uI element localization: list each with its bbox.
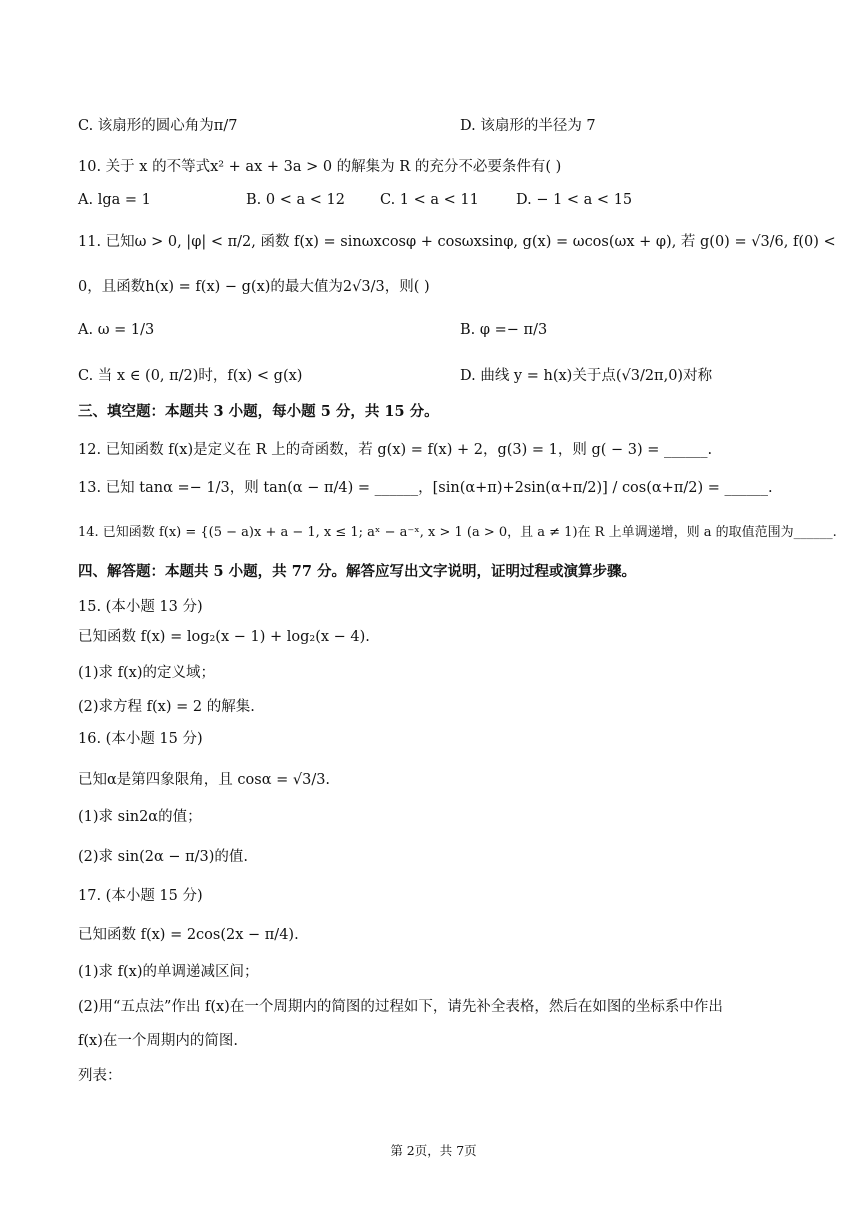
q9-option-d: D. 该扇形的半径为 7 [460,118,596,134]
question-16-header: 16. (本小题 15 分) [78,731,203,747]
q11-option-c: C. 当 x ∈ (0, π/2)时，f(x) < g(x) [78,368,303,384]
q9-option-c: C. 该扇形的圆心角为π/7 D. 该扇形的半径为 7 [78,118,596,134]
q17-stem: 已知函数 f(x) = 2cos(2x − π/4). [78,927,299,943]
q17-part1: (1)求 f(x)的单调递减区间； [78,964,259,980]
q15-part2: (2)求方程 f(x) = 2 的解集. [78,699,255,715]
section-4-heading: 四、解答题：本题共 5 小题，共 77 分。解答应写出文字说明，证明过程或演算步骤。 [78,563,636,580]
q10-option-d: D. − 1 < a < 15 [516,192,633,208]
section-3-heading: 三、填空题：本题共 3 小题，每小题 5 分，共 15 分。 [78,403,439,420]
q16-stem: 已知α是第四象限角，且 cosα = √3/3. [78,772,331,788]
q11-option-d: D. 曲线 y = h(x)关于点(√3/2π,0)对称 [460,368,713,384]
q11-options-cd [78,366,797,386]
q17-part2-line1: (2)用“五点法”作出 f(x)在一个周期内的简图的过程如下，请先补全表格，然后在如图的坐标系中作出 [78,999,723,1015]
q10-option-c: C. 1 < a < 11 [380,192,479,208]
q11-option-b: B. φ =− π/3 [460,322,548,338]
q11-options-ab [78,320,797,340]
q15-part1: (1)求 f(x)的定义域； [78,665,216,681]
q10-option-a: A. lga = 1 [78,192,151,208]
question-17-header: 17. (本小题 15 分) [78,888,203,904]
page-footer: 第 2页，共 7页 [390,1143,477,1158]
question-11-line1: 11. 已知ω > 0, |φ| < π/2, 函数 f(x) = sinωxcosφ + cosωxsinφ, g(x) = ωcos(ωx + φ), 若 g(0) = √3/6, f(0) < [78,234,836,250]
question-14: 14. 已知函数 f(x) = {(5 − a)x + a − 1, x ≤ 1; aˣ − a⁻ˣ, x > 1 (a > 0，且 a ≠ 1)在 R 上单调递增，则 a 的取值范围为______. [78,525,837,540]
q11-option-a: A. ω = 1/3 [78,322,155,338]
question-11-line2: 0，且函数h(x) = f(x) − g(x)的最大值为2√3/3，则( ) [78,279,430,295]
question-12: 12. 已知函数 f(x)是定义在 R 上的奇函数，若 g(x) = f(x) + 2，g(3) = 1，则 g( − 3) = ______. [78,442,713,458]
q16-part2: (2)求 sin(2α − π/3)的值. [78,849,249,865]
question-15-header: 15. (本小题 13 分) [78,599,203,615]
q15-stem: 已知函数 f(x) = log₂(x − 1) + log₂(x − 4). [78,629,370,645]
q10-option-b: B. 0 < a < 12 [246,192,345,208]
table-label: 列表： [78,1068,122,1084]
question-10: 10. 关于 x 的不等式x² + ax + 3a > 0 的解集为 R 的充分不必要条件有( ) [78,159,562,175]
q16-part1: (1)求 sin2α的值； [78,809,202,825]
question-13: 13. 已知 tanα =− 1/3，则 tan(α − π/4) = ______，[sin(α+π)+2sin(α+π/2)] / cos(α+π/2) = ______. [78,480,773,496]
q17-part2-line2: f(x)在一个周期内的简图. [78,1033,238,1049]
